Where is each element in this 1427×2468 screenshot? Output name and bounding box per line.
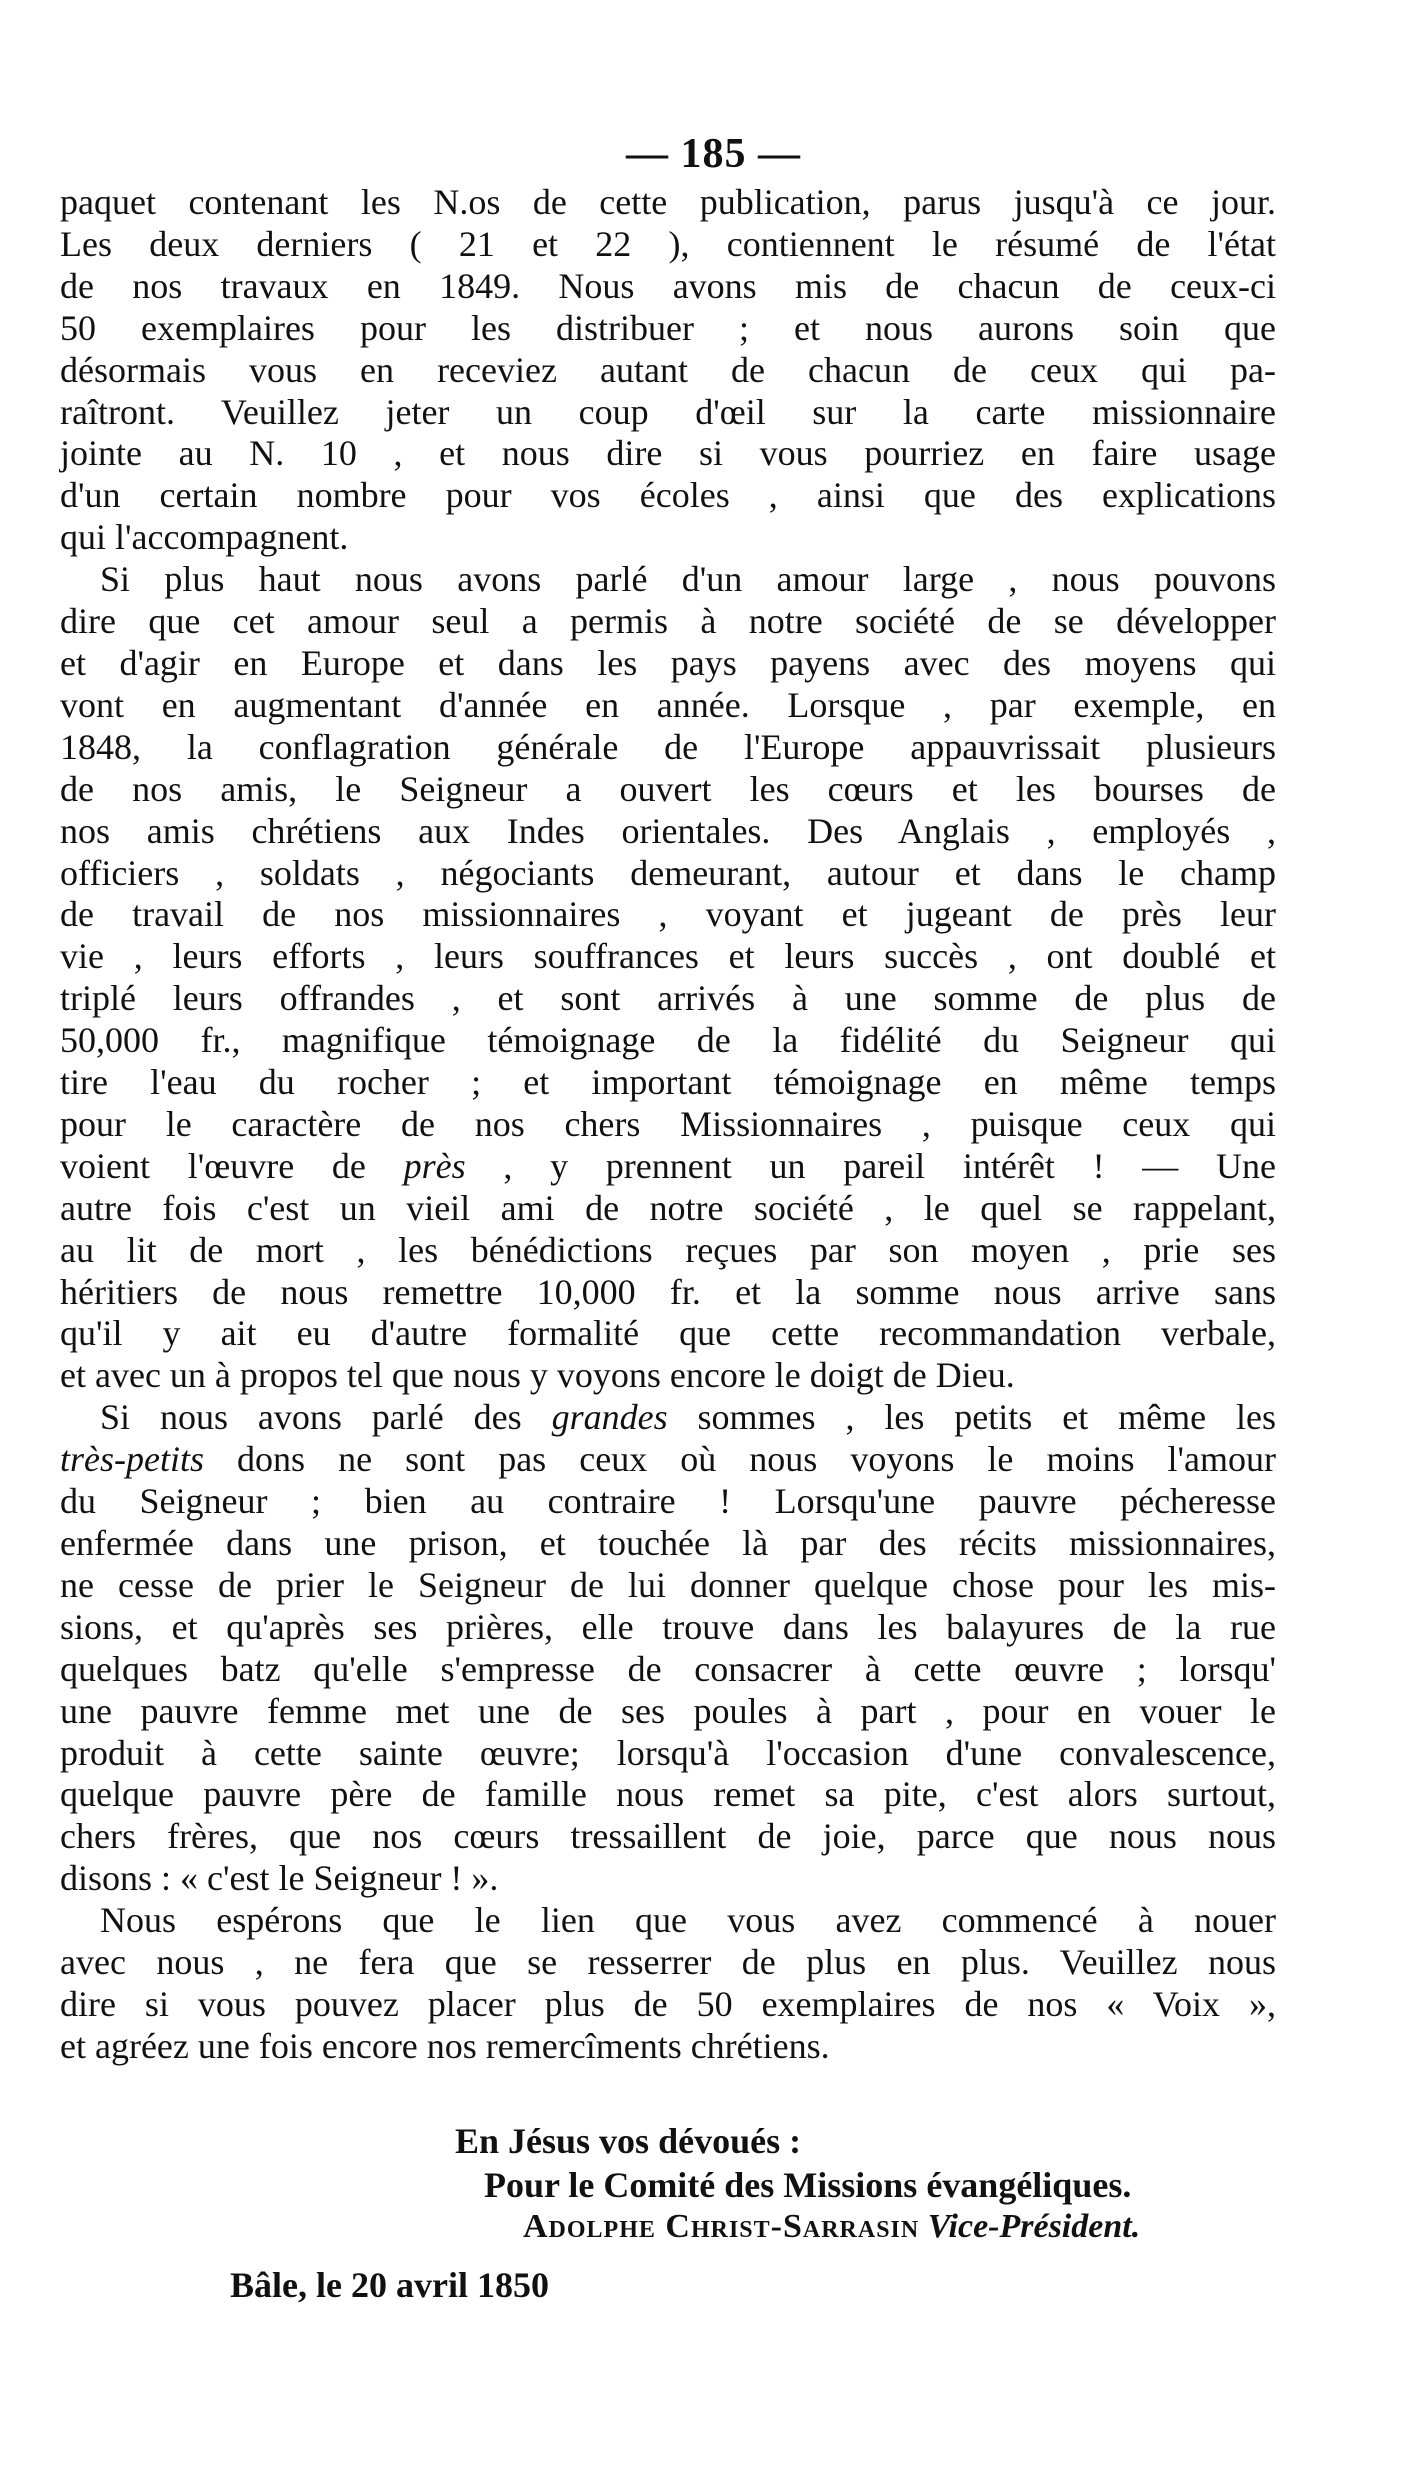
text-line xyxy=(60,1188,1276,1230)
text-line xyxy=(60,727,1276,769)
emphasized-text: près xyxy=(403,1145,466,1186)
text-line xyxy=(60,1942,1276,1984)
text-line xyxy=(60,1984,1276,2026)
text-line xyxy=(60,601,1276,643)
text-segment: et avec un à propos tel que nous y voyons encore le doigt de Dieu. xyxy=(60,1355,1015,1396)
text-line xyxy=(60,2026,1276,2068)
text-segment: au lit de mort , les bénédictions reçues par son moyen , prie ses xyxy=(60,1229,1276,1270)
text-line xyxy=(60,475,1276,517)
text-line xyxy=(60,1230,1276,1272)
text-line xyxy=(60,769,1276,811)
text-line xyxy=(60,1439,1276,1481)
text-line xyxy=(60,517,1276,559)
text-segment: sommes , les petits et même les xyxy=(667,1397,1276,1438)
text-line xyxy=(60,1900,1276,1942)
text-line xyxy=(60,1355,1276,1397)
text-line xyxy=(60,978,1276,1020)
text-line xyxy=(60,1104,1276,1146)
text-segment: autre fois c'est un vieil ami de notre société , le quel se rappelant, xyxy=(60,1187,1276,1228)
text-segment: Si nous avons parlé des xyxy=(100,1397,552,1438)
text-segment: du Seigneur ; bien au contraire ! Lorsqu'une pauvre pécheresse xyxy=(60,1481,1276,1522)
text-line xyxy=(60,685,1276,727)
text-line xyxy=(60,1020,1276,1062)
text-segment: 50,000 fr., magnifique témoignage de la fidélité du Seigneur qui xyxy=(60,1020,1276,1061)
text-segment: quelques batz qu'elle s'empresse de consacrer à cette œuvre ; lorsqu' xyxy=(60,1648,1276,1689)
signature-line xyxy=(523,2208,1140,2246)
text-line xyxy=(60,308,1276,350)
paragraph xyxy=(60,182,1276,559)
text-line xyxy=(60,1272,1276,1314)
text-segment: 50 exemplaires pour les distribuer ; et nous aurons soin que xyxy=(60,307,1276,348)
text-segment: ne cesse de prier le Seigneur de lui donner quelque chose pour les mis- xyxy=(60,1564,1276,1605)
emphasized-text: très-petits xyxy=(60,1439,204,1480)
signatory-name: Adolphe Christ-Sarrasin xyxy=(523,2208,920,2245)
closing-committee: Pour le Comité des Missions évangéliques. xyxy=(484,2165,1132,2205)
letter-body xyxy=(60,182,1276,2068)
text-segment: raîtront. Veuillez jeter un coup d'œil sur la carte missionnaire xyxy=(60,391,1276,432)
text-line xyxy=(60,1733,1276,1775)
text-segment: jointe au N. 10 , et nous dire si vous pourriez en faire usage xyxy=(60,433,1276,474)
text-segment: pour le caractère de nos chers Missionnaires , puisque ceux qui xyxy=(60,1103,1276,1144)
emphasized-text: grandes xyxy=(551,1397,668,1438)
text-line xyxy=(60,643,1276,685)
text-segment: sions, et qu'après ses prières, elle trouve dans les balayures de la rue xyxy=(60,1606,1276,1647)
text-line xyxy=(60,1607,1276,1649)
paragraph xyxy=(60,1397,1276,1900)
text-segment: dire si vous pouvez placer plus de 50 exemplaires de nos « Voix », xyxy=(60,1983,1276,2024)
text-segment: Nous espérons que le lien que vous avez commencé à nouer xyxy=(100,1900,1276,1941)
text-segment: dons ne sont pas ceux où nous voyons le moins l'amour xyxy=(203,1439,1276,1480)
text-segment: héritiers de nous remettre 10,000 fr. et la somme nous arrive sans xyxy=(60,1271,1276,1312)
text-line xyxy=(60,1397,1276,1439)
text-segment: vie , leurs efforts , leurs souffrances et leurs succès , ont doublé et xyxy=(60,936,1276,977)
text-segment: Les deux derniers ( 21 et 22 ), contiennent le résumé de l'état xyxy=(60,223,1276,264)
text-segment: avec nous , ne fera que se resserrer de plus en plus. Veuillez nous xyxy=(60,1942,1276,1983)
page-number: — 185 — xyxy=(626,131,801,177)
text-line xyxy=(60,1523,1276,1565)
text-segment: chers frères, que nos cœurs tressaillent de joie, parce que nous nous xyxy=(60,1816,1276,1857)
text-segment: nos amis chrétiens aux Indes orientales. Des Anglais , employés , xyxy=(60,810,1276,851)
text-line xyxy=(60,1774,1276,1816)
text-line xyxy=(60,224,1276,266)
text-segment: et d'agir en Europe et dans les pays payens avec des moyens qui xyxy=(60,642,1276,683)
text-line xyxy=(60,392,1276,434)
text-segment: , y prennent un pareil intérêt ! — Une xyxy=(465,1145,1276,1186)
text-line xyxy=(60,559,1276,601)
text-segment: paquet contenant les N.os de cette publication, parus jusqu'à ce jour. xyxy=(60,182,1276,222)
text-line xyxy=(60,894,1276,936)
text-segment: voient l'œuvre de xyxy=(60,1145,404,1186)
text-line xyxy=(60,1062,1276,1104)
text-segment: enfermée dans une prison, et touchée là par des récits missionnaires, xyxy=(60,1523,1276,1563)
text-line xyxy=(60,266,1276,308)
text-segment: 1848, la conflagration générale de l'Europe appauvrissait plusieurs xyxy=(60,726,1276,767)
dateline: Bâle, le 20 avril 1850 xyxy=(230,2265,549,2305)
text-segment: disons : « c'est le Seigneur ! ». xyxy=(60,1858,499,1899)
text-line xyxy=(60,1481,1276,1523)
text-line xyxy=(60,1146,1276,1188)
text-segment: et agréez une fois encore nos remercîments chrétiens. xyxy=(60,2025,830,2066)
text-segment: quelque pauvre père de famille nous remet sa pite, c'est alors surtout, xyxy=(60,1774,1276,1815)
text-segment: une pauvre femme met une de ses poules à part , pour en vouer le xyxy=(60,1690,1276,1731)
text-segment: vont en augmentant d'année en année. Lorsque , par exemple, en xyxy=(60,684,1276,725)
text-line xyxy=(60,350,1276,392)
paragraph xyxy=(60,1900,1276,2068)
text-line xyxy=(60,1565,1276,1607)
text-line xyxy=(60,1816,1276,1858)
text-segment: de nos travaux en 1849. Nous avons mis de chacun de ceux-ci xyxy=(60,265,1276,306)
text-line xyxy=(60,182,1276,224)
text-line xyxy=(60,1649,1276,1691)
text-segment: officiers , soldats , négociants demeurant, autour et dans le champ xyxy=(60,852,1276,893)
paragraph xyxy=(60,559,1276,1397)
text-segment: tire l'eau du rocher ; et important témoignage en même temps xyxy=(60,1062,1276,1103)
text-segment: Si plus haut nous avons parlé d'un amour large , nous pouvons xyxy=(100,559,1276,600)
text-segment: triplé leurs offrandes , et sont arrivés à une somme de plus de xyxy=(60,978,1276,1019)
signatory-title: Vice-Président. xyxy=(927,2208,1141,2245)
text-segment: d'un certain nombre pour vos écoles , ainsi que des explications xyxy=(60,475,1276,516)
text-segment: dire que cet amour seul a permis à notre société de se développer xyxy=(60,601,1276,642)
text-line xyxy=(60,811,1276,853)
closing-salutation: En Jésus vos dévoués : xyxy=(455,2121,802,2161)
text-line xyxy=(60,936,1276,978)
text-line xyxy=(60,433,1276,475)
text-segment: qui l'accompagnent. xyxy=(60,517,349,558)
text-segment: qu'il y ait eu d'autre formalité que cette recommandation verbale, xyxy=(60,1313,1276,1354)
text-line xyxy=(60,1313,1276,1355)
text-line xyxy=(60,853,1276,895)
text-segment: désormais vous en receviez autant de chacun de ceux qui pa- xyxy=(60,349,1276,390)
text-segment: de travail de nos missionnaires , voyant et jugeant de près leur xyxy=(60,894,1276,935)
text-line xyxy=(60,1691,1276,1733)
text-segment: produit à cette sainte œuvre; lorsqu'à l'occasion d'une convalescence, xyxy=(60,1732,1276,1773)
text-segment: de nos amis, le Seigneur a ouvert les cœurs et les bourses de xyxy=(60,768,1276,809)
text-line xyxy=(60,1858,1276,1900)
